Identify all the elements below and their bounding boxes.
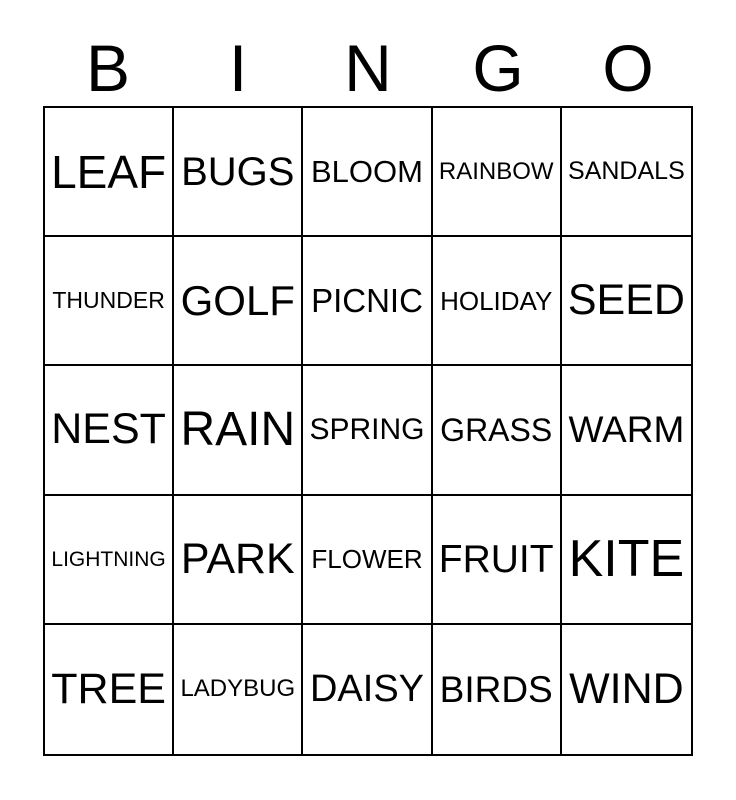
bingo-cell-word: KITE <box>568 530 685 589</box>
bingo-card <box>43 0 693 756</box>
bingo-cell-word: WIND <box>569 664 684 713</box>
title-letter-b: B <box>85 31 131 106</box>
bingo-cell[interactable] <box>45 625 174 754</box>
title-letter-i: I <box>228 31 248 106</box>
bingo-cell[interactable] <box>433 496 562 625</box>
title-letter-g: G <box>472 31 524 106</box>
bingo-cell-word: NEST <box>51 405 166 454</box>
bingo-cell-word: PARK <box>180 534 295 583</box>
bingo-cell[interactable] <box>45 496 174 625</box>
title-letter-n: N <box>344 31 392 106</box>
bingo-title <box>43 0 693 106</box>
bingo-cell-word: PICNIC <box>311 282 423 320</box>
bingo-grid <box>43 106 693 756</box>
bingo-cell-word: THUNDER <box>52 287 165 314</box>
bingo-cell-word: LADYBUG <box>180 675 296 703</box>
bingo-cell[interactable] <box>174 366 303 495</box>
bingo-cell-word: SANDALS <box>568 157 685 186</box>
bingo-cell[interactable] <box>174 625 303 754</box>
bingo-cell-word: SEED <box>567 276 685 325</box>
bingo-cell-word: BIRDS <box>439 668 553 710</box>
bingo-cell-word: FRUIT <box>438 537 554 581</box>
bingo-cell-word: HOLIDAY <box>440 285 553 316</box>
bingo-cell-word: WARM <box>568 409 685 451</box>
bingo-cell[interactable] <box>45 366 174 495</box>
bingo-cell-word: RAIN <box>180 402 296 456</box>
bingo-cell[interactable] <box>433 108 562 237</box>
bingo-cell[interactable] <box>303 108 432 237</box>
bingo-cell-word: LEAF <box>51 145 167 198</box>
bingo-cell[interactable] <box>174 237 303 366</box>
bingo-cell[interactable] <box>433 366 562 495</box>
bingo-cell-word: DAISY <box>309 668 425 711</box>
bingo-cell[interactable] <box>303 496 432 625</box>
bingo-cell-word: LIGHTNING <box>51 547 166 571</box>
bingo-cell[interactable] <box>303 366 432 495</box>
bingo-cell[interactable] <box>174 496 303 625</box>
bingo-cell[interactable] <box>433 237 562 366</box>
bingo-cell[interactable] <box>174 108 303 237</box>
bingo-cell-word: FLOWER <box>311 544 423 575</box>
bingo-cell[interactable] <box>562 496 691 625</box>
bingo-cell[interactable] <box>45 108 174 237</box>
bingo-cell[interactable] <box>562 366 691 495</box>
bingo-cell-word: RAINBOW <box>438 157 554 185</box>
bingo-cell[interactable] <box>562 237 691 366</box>
bingo-cell-word: GOLF <box>180 276 295 324</box>
bingo-cell[interactable] <box>562 108 691 237</box>
bingo-cell[interactable] <box>45 237 174 366</box>
bingo-cell[interactable] <box>562 625 691 754</box>
bingo-cell-word: GRASS <box>440 411 553 448</box>
bingo-cell-word: SPRING <box>309 412 425 446</box>
bingo-cell-word: BUGS <box>181 149 295 194</box>
bingo-cell-word: TREE <box>51 664 166 713</box>
bingo-cell-word: BLOOM <box>311 154 423 190</box>
bingo-cell[interactable] <box>433 625 562 754</box>
bingo-cell[interactable] <box>303 237 432 366</box>
bingo-cell[interactable] <box>303 625 432 754</box>
title-letter-o: O <box>602 31 654 106</box>
